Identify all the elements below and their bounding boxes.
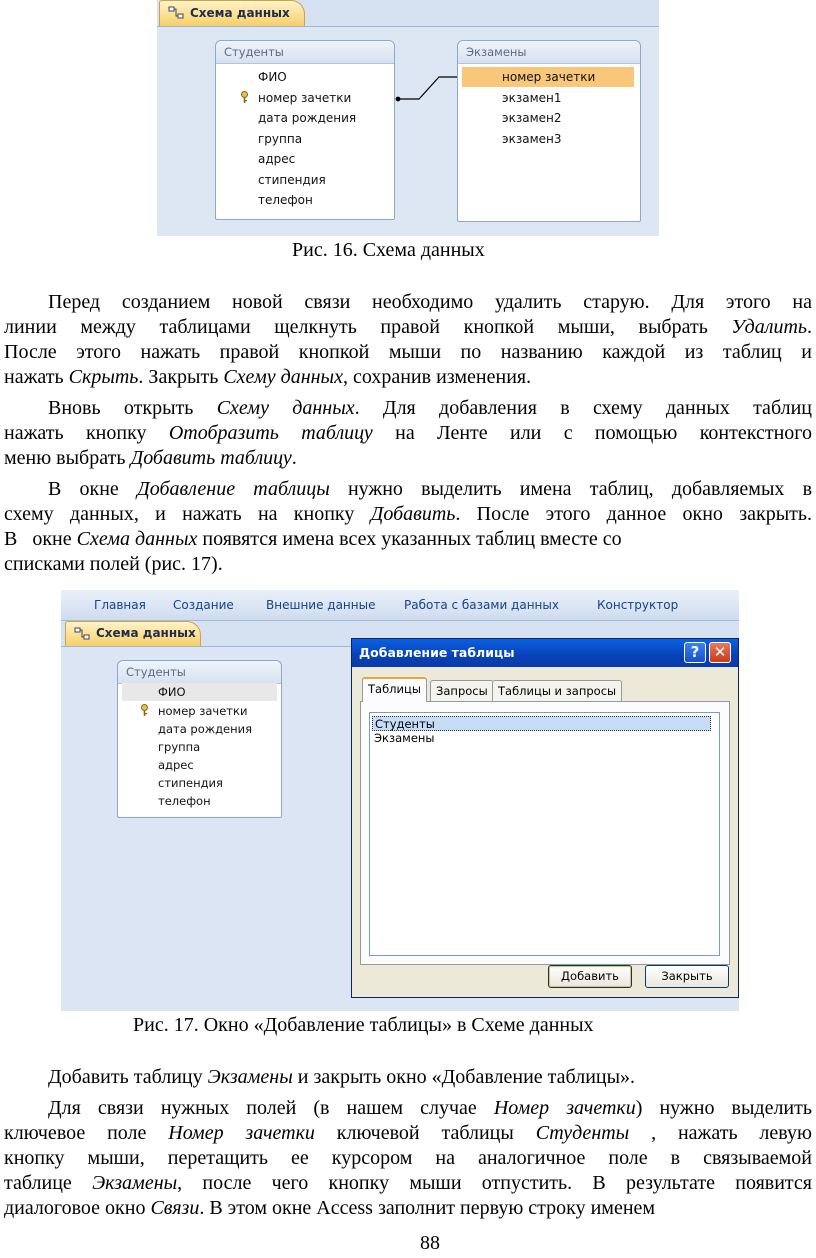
close-button[interactable]: Закрыть: [645, 965, 729, 988]
dialog-title-bar[interactable]: [352, 639, 738, 667]
tab-queries[interactable]: Запросы: [430, 680, 494, 701]
table-title: Экзамены: [466, 45, 527, 59]
table-title: Студенты: [126, 665, 186, 679]
field-record-book[interactable]: номер зачетки: [462, 67, 634, 87]
tab-label: Схема данных: [96, 626, 196, 640]
field-address[interactable]: адрес: [158, 758, 194, 772]
tab-tables[interactable]: Таблицы: [362, 677, 427, 702]
text-line: кнопку мыши, перетащить ее курсором на аналогичное поле в связываемой: [4, 1147, 812, 1169]
list-item[interactable]: Экзамены: [374, 731, 435, 745]
ribbon-tab-create[interactable]: Создание: [173, 598, 234, 612]
text-line: схему данных, и нажать на кнопку Добавить. После этого данное окно закрыть.: [4, 503, 812, 525]
close-icon[interactable]: ✕: [709, 642, 731, 663]
tab-label: Схема данных: [190, 6, 290, 20]
text-block-2: [4, 1065, 812, 1221]
text-line: списками полей (рис. 17).: [4, 553, 223, 575]
table-header[interactable]: [216, 41, 394, 64]
relationships-icon: [168, 6, 184, 20]
relationships-icon: [74, 627, 90, 641]
key-icon: [240, 91, 249, 104]
field-exam3[interactable]: экзамен3: [502, 132, 562, 146]
field-fio[interactable]: ФИО: [122, 683, 277, 701]
figure-16-screenshot: [157, 0, 659, 236]
help-button[interactable]: ?: [684, 642, 706, 663]
ribbon: [61, 590, 739, 621]
field-group[interactable]: группа: [158, 740, 201, 754]
text-line: В окне Схема данных появятся имена всех указанных таблиц вместе со: [4, 528, 622, 550]
text-line: нажать Скрыть. Закрыть Схему данных, сохранив изменения.: [4, 366, 532, 388]
ribbon-tab-external-data[interactable]: Внешние данные: [266, 598, 376, 612]
field-fio[interactable]: ФИО: [258, 70, 287, 84]
students-table-box[interactable]: [117, 660, 282, 818]
ribbon-tab-home[interactable]: Главная: [94, 598, 146, 612]
field-birth-date[interactable]: дата рождения: [158, 722, 253, 736]
text-line: нажать кнопку Отобразить таблицу на Ленте или с помощью контекстного: [4, 422, 812, 444]
text-line: таблице Экзамены, после чего кнопку мыши отпустить. В результате появится: [4, 1172, 812, 1194]
ribbon-tab-database-tools[interactable]: Работа с базами данных: [404, 598, 559, 612]
tab-schema[interactable]: [159, 0, 305, 26]
field-exam1[interactable]: экзамен1: [502, 91, 562, 105]
text-line: Перед созданием новой связи необходимо удалить старую. Для этого на: [48, 291, 812, 313]
field-record-book[interactable]: номер зачетки: [258, 91, 352, 105]
field-address[interactable]: адрес: [258, 152, 296, 166]
field-record-book[interactable]: номер зачетки: [158, 704, 248, 718]
students-table-box[interactable]: [215, 40, 395, 220]
table-header[interactable]: [458, 41, 640, 64]
text-line: ключевое поле Номер зачетки ключевой таблицы Студенты , нажать левую: [4, 1122, 812, 1144]
figure-17-caption: Рис. 17. Окно «Добавление таблицы» в Схеме данных: [133, 1014, 594, 1036]
field-phone[interactable]: телефон: [258, 193, 313, 207]
field-group[interactable]: группа: [258, 132, 303, 146]
table-title: Студенты: [224, 45, 284, 59]
text-line: меню выбрать Добавить таблицу.: [4, 447, 297, 469]
text-line: Вновь открыть Схему данных. Для добавления в схему данных таблиц: [48, 397, 813, 419]
table-list[interactable]: [369, 712, 720, 956]
tab-tables-and-queries[interactable]: Таблицы и запросы: [492, 680, 622, 701]
list-item[interactable]: Студенты: [372, 716, 711, 731]
field-stipend[interactable]: стипендия: [258, 173, 326, 187]
field-exam2[interactable]: экзамен2: [502, 111, 562, 125]
text-line: диалоговое окно Связи. В этом окне Access заполнит первую строку именем: [4, 1197, 656, 1219]
tab-panel: [360, 701, 730, 965]
figure-17-screenshot: [61, 590, 739, 1011]
text-line: Для связи нужных полей (в нашем случае Номер зачетки) нужно выделить: [48, 1097, 812, 1119]
text-block-1: [4, 290, 812, 577]
text-line: В окне Добавление таблицы нужно выделить имена таблиц, добавляемых в: [48, 478, 813, 500]
key-icon: [140, 704, 149, 717]
dialog-title: Добавление таблицы: [359, 645, 515, 660]
ribbon-tab-design[interactable]: Конструктор: [597, 598, 679, 612]
add-table-dialog: [351, 638, 739, 998]
relationship-line[interactable]: [395, 60, 465, 110]
text-line: Добавить таблицу Экзамены и закрыть окно «Добавление таблицы».: [48, 1066, 636, 1088]
table-header[interactable]: [118, 661, 281, 684]
text-line: После этого нажать правой кнопкой мыши по названию каждой из таблиц и: [4, 341, 812, 363]
tab-schema[interactable]: [65, 621, 201, 646]
text-line: линии между таблицами щелкнуть правой кнопкой мыши, выбрать Удалить.: [4, 316, 812, 338]
field-birth-date[interactable]: дата рождения: [258, 111, 357, 125]
figure-16-caption: Рис. 16. Схема данных: [292, 239, 485, 261]
field-phone[interactable]: телефон: [158, 794, 211, 808]
add-button[interactable]: Добавить: [548, 965, 632, 988]
field-stipend[interactable]: стипендия: [158, 776, 223, 790]
exams-table-box[interactable]: [457, 40, 641, 222]
page-number: 88: [420, 1232, 440, 1254]
